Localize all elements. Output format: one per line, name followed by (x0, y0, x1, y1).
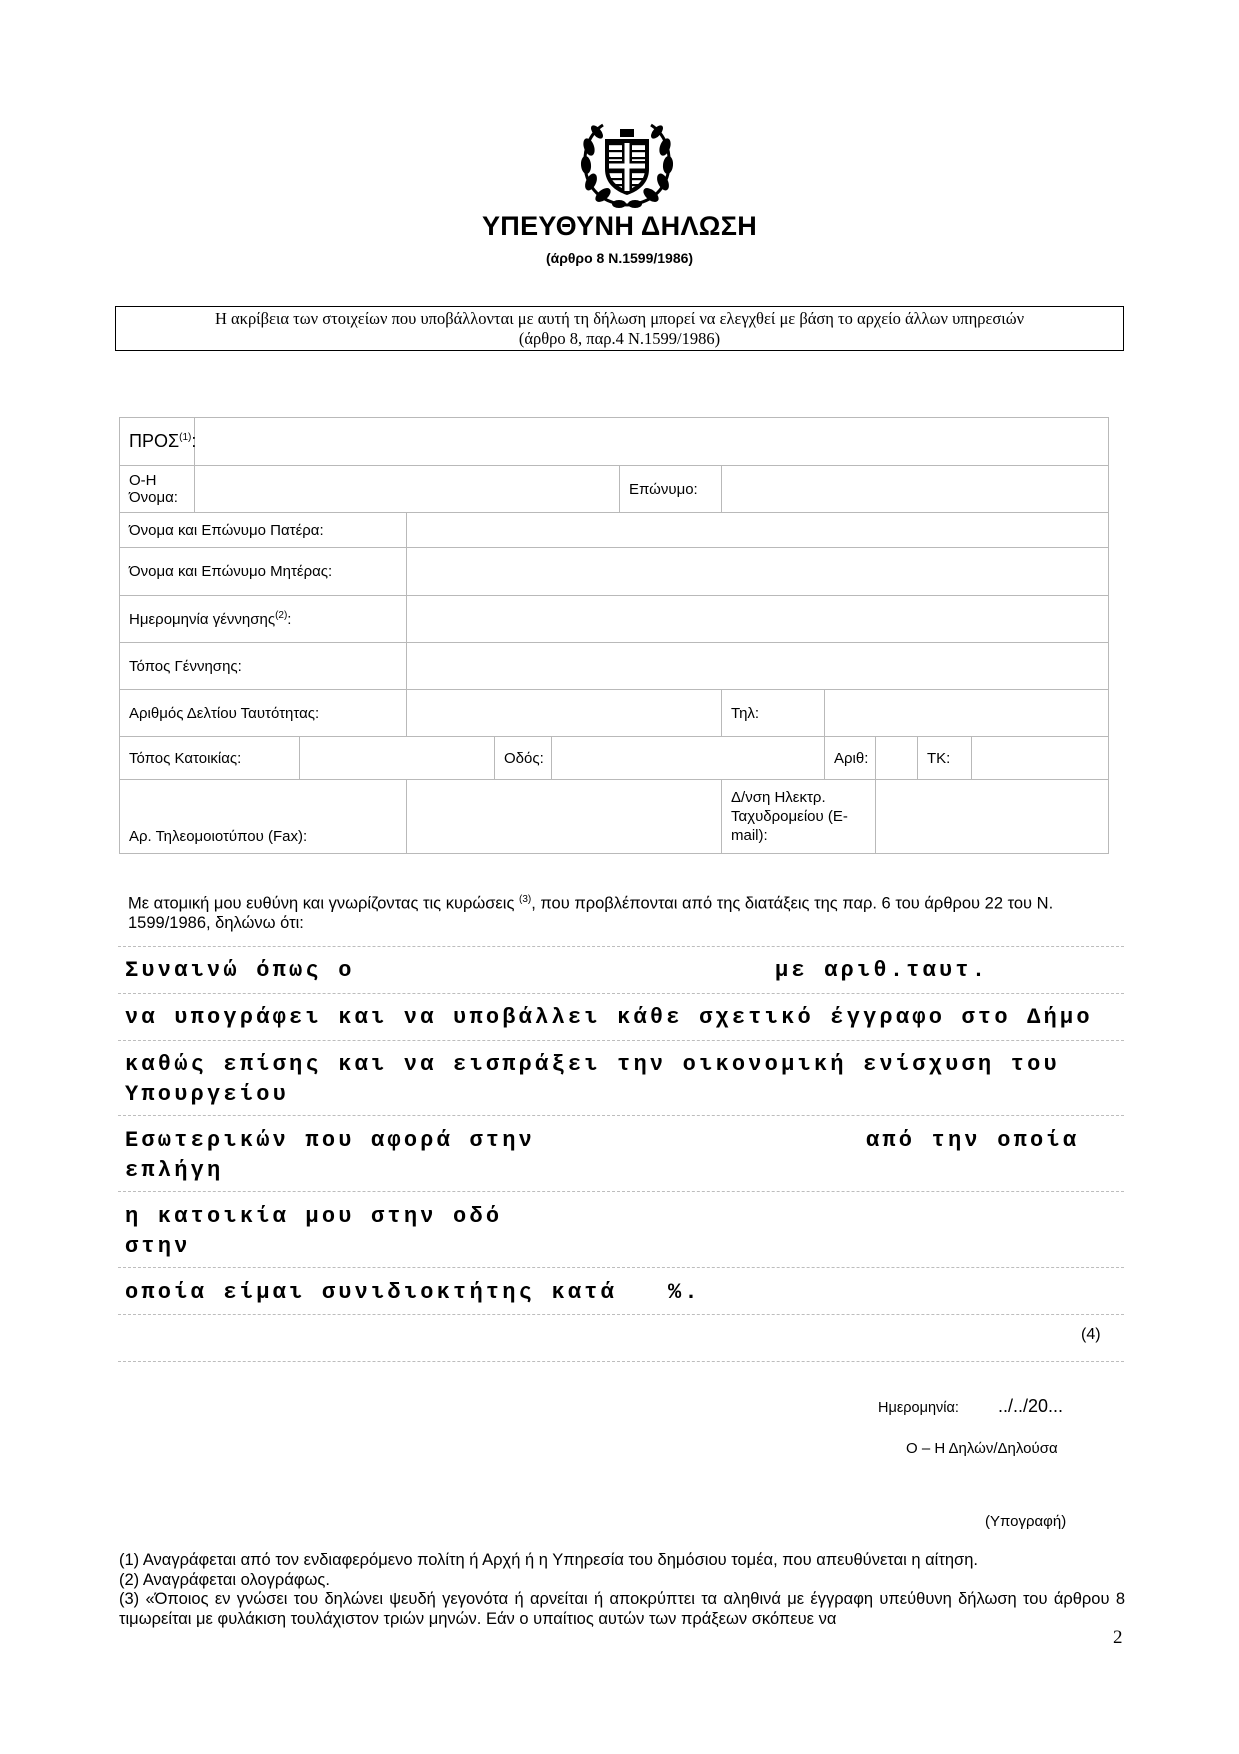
surname-field[interactable] (722, 466, 1109, 513)
form-row-father (120, 513, 1109, 548)
dashed-line (118, 1361, 1124, 1362)
father-name-label: Όνομα και Επώνυμο Πατέρα: (120, 513, 407, 548)
form-row-mother (120, 548, 1109, 596)
date-of-birth-field[interactable] (407, 596, 1109, 643)
dashed-line (118, 1267, 1124, 1268)
dashed-line (118, 1115, 1124, 1116)
mother-name-field[interactable] (407, 548, 1109, 596)
father-name-field[interactable] (407, 513, 1109, 548)
date-value[interactable]: ../../20... (998, 1396, 1064, 1416)
form-row-name (120, 466, 1109, 513)
residence-field[interactable] (300, 737, 495, 780)
form-row-contact (120, 780, 1109, 854)
street-number-label: Αριθ: (825, 737, 876, 780)
coat-of-arms-emblem (577, 117, 677, 211)
declaration-line-6a: οποία είμαι συνιδιοκτήτης κατά (125, 1280, 618, 1305)
declaration-line-4a: Εσωτερικών που αφορά στην (125, 1128, 536, 1153)
dashed-line (118, 1314, 1124, 1315)
footnote-3: (3) «Όποιος εν γνώσει του δηλώνει ψευδή γεγονότα ή αρνείται ή αποκρύπτει τα αληθινά με έγγραφη υπεύθυνη δήλωση του άρθρου 8 τιμωρείται με φυλάκιση τουλάχιστον τριών μηνών. Εάν ο υπαίτιος αυτών των πράξεων σκόπευε να (119, 1590, 1125, 1628)
dashed-line (118, 946, 1124, 947)
declaration-line-1b: με αριθ.ταυτ. (775, 958, 989, 983)
form-row-address (120, 737, 1109, 780)
birthplace-label: Τόπος Γέννησης: (120, 643, 407, 690)
declaration-line-5b: στην (125, 1234, 191, 1259)
postcode-label: ΤΚ: (918, 737, 972, 780)
email-field[interactable] (876, 780, 1109, 854)
footnote-1: (1) Αναγράφεται από τον ενδιαφερόμενο πολίτη ή Αρχή ή η Υπηρεσία του δημόσιου τομέα, που απευθύνεται η αίτηση. (119, 1551, 978, 1569)
phone-field[interactable] (825, 690, 1109, 737)
declaration-line-6b: %. (668, 1280, 701, 1305)
email-label: Δ/νση Ηλεκτρ. Ταχυδρομείου (E-mail): (722, 780, 876, 854)
form-row-dob (120, 596, 1109, 643)
declaration-line-3b: Υπουργείου (125, 1082, 290, 1107)
footnotes (119, 1551, 1125, 1629)
street-field[interactable] (552, 737, 825, 780)
surname-label: Επώνυμο: (620, 466, 722, 513)
date-of-birth-label: Ημερομηνία γέννησης$^{(2)}$: (120, 596, 407, 643)
notice-line-2: (άρθρο 8, παρ.4 Ν.1599/1986) (518, 329, 721, 348)
declarant-label: Ο – Η Δηλών/Δηλούσα (906, 1440, 1058, 1457)
first-name-field[interactable] (195, 466, 620, 513)
phone-label: Τηλ: (722, 690, 825, 737)
document-title: ΥΠΕΥΘΥΝΗ ΔΗΛΩΣΗ (481, 211, 757, 241)
recipient-field[interactable] (195, 418, 1109, 466)
document-subtitle: (άρθρο 8 Ν.1599/1986) (545, 250, 694, 266)
declaration-intro: Με ατομική μου ευθύνη και γνωρίζοντας τις κυρώσεις $^{(3)}$, που προβλέπονται από της διατάξεις της παρ. 6 του άρθρου 22 του Ν. 1599/1986, δηλώνω ότι: (128, 894, 1054, 932)
declaration-line-3a: καθώς επίσης και να εισπράξει την οικονομική ενίσχυση του (125, 1052, 1060, 1077)
form-row-recipient (120, 418, 1109, 466)
footnote-2: (2) Αναγράφεται ολογράφως. (119, 1570, 330, 1589)
verification-notice (115, 306, 1124, 351)
personal-details-table (119, 417, 1109, 854)
id-number-field[interactable] (407, 690, 722, 737)
notice-line-1: Η ακρίβεια των στοιχείων που υποβάλλονται με αυτή τη δήλωση μπορεί να ελεγχθεί με βάση το αρχείο άλλων υπηρεσιών (214, 309, 1025, 328)
street-number-field[interactable] (876, 737, 918, 780)
dashed-line (118, 1040, 1124, 1041)
declaration-line-4b: από την οποία (866, 1128, 1080, 1153)
mother-name-label: Όνομα και Επώνυμο Μητέρας: (120, 548, 407, 596)
form-row-birthplace (120, 643, 1109, 690)
street-label: Οδός: (495, 737, 552, 780)
first-name-label: Ο-Η Όνομα: (120, 466, 195, 513)
recipient-label: ΠΡΟΣ$^{(1)}$: (120, 418, 195, 466)
declaration-line-4c: επλήγη (125, 1158, 224, 1183)
date-label: Ημερομηνία: (878, 1400, 959, 1416)
declaration-line-1a: Συναινώ όπως ο (125, 958, 355, 983)
fax-label: Αρ. Τηλεομοιοτύπου (Fax): (120, 780, 407, 854)
declaration-line-5a: η κατοικία μου στην οδό (125, 1204, 503, 1229)
signature-label: (Υπογραφή) (985, 1513, 1067, 1530)
birthplace-field[interactable] (407, 643, 1109, 690)
postcode-field[interactable] (972, 737, 1109, 780)
dashed-line (118, 993, 1124, 994)
form-row-id (120, 690, 1109, 737)
id-number-label: Αριθμός Δελτίου Ταυτότητας: (120, 690, 407, 737)
page-number: 2 (1113, 1627, 1123, 1648)
residence-label: Τόπος Κατοικίας: (120, 737, 300, 780)
declaration-line-2: να υπογράφει και να υποβάλλει κάθε σχετικό έγγραφο στο Δήμο (125, 1005, 1093, 1030)
dashed-line (118, 1191, 1124, 1192)
footnote-4-marker: (4) (1081, 1326, 1101, 1343)
fax-field[interactable] (407, 780, 722, 854)
